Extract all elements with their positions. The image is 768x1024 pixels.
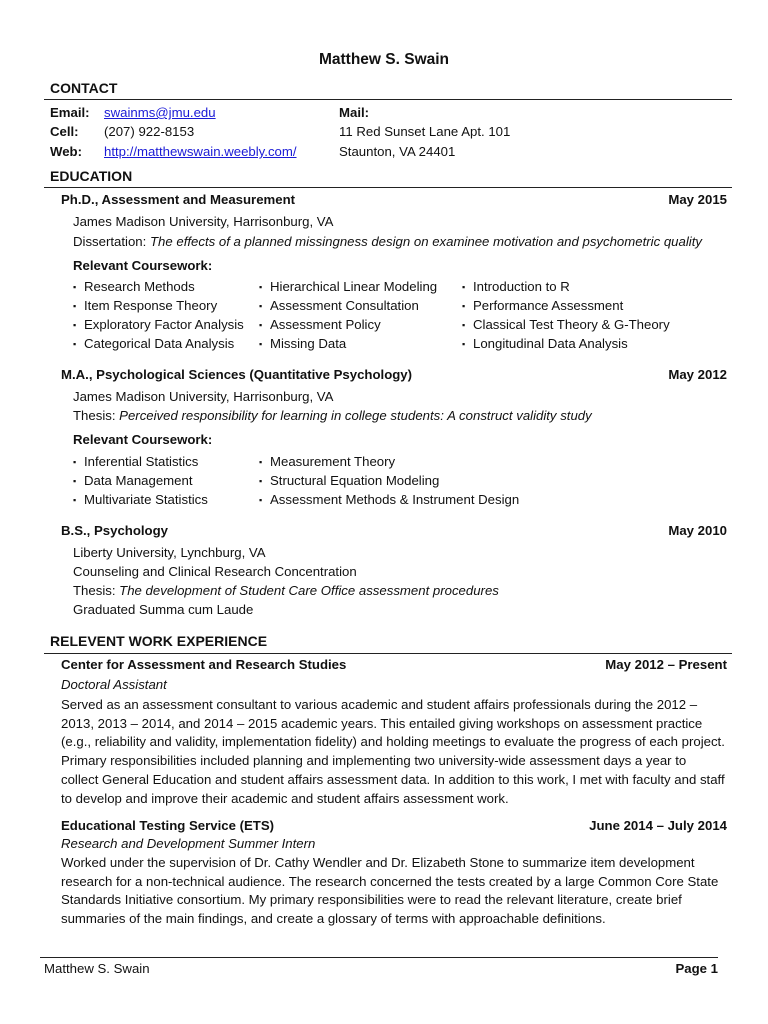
cell-label: Cell: <box>50 124 79 139</box>
phd-course-item: ▪ Item Response Theory <box>73 298 217 313</box>
contact-divider <box>44 99 732 100</box>
email-link[interactable]: swainms@jmu.edu <box>104 105 216 120</box>
bs-honor: Graduated Summa cum Laude <box>73 602 254 617</box>
cell-number: (207) 922-8153 <box>104 124 195 139</box>
ma-degree: M.A., Psychological Sciences (Quantitative Psychology) <box>61 367 413 382</box>
resume-name: Matthew S. Swain <box>318 51 450 68</box>
phd-coursework-label: Relevant Coursework: <box>73 258 213 273</box>
job1-org: Center for Assessment and Research Studies <box>61 657 347 672</box>
ma-thesis <box>73 408 592 423</box>
bs-thesis <box>73 583 499 598</box>
mail-label: Mail: <box>339 105 370 120</box>
phd-date: May 2015 <box>668 192 727 207</box>
thesis-title: Perceived responsibility for learning in college students: A construct validity study <box>119 408 592 423</box>
bs-concentration: Counseling and Clinical Research Concentration <box>73 564 357 579</box>
phd-course-item: ▪ Performance Assessment <box>462 298 623 313</box>
phd-course-item: ▪ Classical Test Theory & G-Theory <box>462 317 670 332</box>
bs-date: May 2010 <box>668 523 727 538</box>
dissertation-label: Dissertation: <box>73 234 150 249</box>
job1-date: May 2012 – Present <box>605 657 727 672</box>
contact-heading: CONTACT <box>50 80 118 96</box>
mail-address-line1: 11 Red Sunset Lane Apt. 101 <box>339 124 511 139</box>
job2-role: Research and Development Summer Intern <box>61 836 316 851</box>
phd-course-item: ▪ Research Methods <box>73 279 195 294</box>
ma-course-item: ▪ Measurement Theory <box>259 454 395 469</box>
footer-name: Matthew S. Swain <box>44 961 150 976</box>
email-label: Email: <box>50 105 90 120</box>
thesis-title: The development of Student Care Office assessment procedures <box>119 583 499 598</box>
bs-degree: B.S., Psychology <box>61 523 168 538</box>
job1-description: Served as an assessment consultant to various academic and student affairs professionals during the 2012 – 2013, 2013 – 2014, and 2014 – 2015 academic years. This entailed giving workshops on assessment practice (e.g., reliability and validity, implementation fidelity) and holding meetings to evaluate the progress of each project. Primary responsibilities included planning and implementing two university-wide assessment days a year to collect General Education and student affairs assessment data. In addition to this work, I met with faculty and staff to develop and improve their academic and student affairs assessment work. <box>61 697 725 806</box>
work-heading: RELEVENT WORK EXPERIENCE <box>50 633 268 649</box>
job1-role: Doctoral Assistant <box>61 677 167 692</box>
thesis-label: Thesis: <box>73 408 120 423</box>
dissertation-title: The effects of a planned missingness design on examinee motivation and psychometric quality <box>149 234 702 249</box>
thesis-label: Thesis: <box>73 583 120 598</box>
phd-course-item: ▪ Hierarchical Linear Modeling <box>259 279 437 294</box>
web-label: Web: <box>50 144 82 159</box>
education-divider <box>44 187 732 188</box>
ma-coursework-label: Relevant Coursework: <box>73 432 213 447</box>
phd-course-item: ▪ Categorical Data Analysis <box>73 336 234 351</box>
mail-address-line2: Staunton, VA 24401 <box>339 144 456 159</box>
phd-degree: Ph.D., Assessment and Measurement <box>61 192 296 207</box>
ma-course-item: ▪ Data Management <box>73 473 193 488</box>
phd-dissertation <box>73 234 702 249</box>
education-heading: EDUCATION <box>50 168 133 184</box>
bs-school: Liberty University, Lynchburg, VA <box>73 545 266 560</box>
phd-course-item: ▪ Longitudinal Data Analysis <box>462 336 628 351</box>
work-divider <box>44 653 732 654</box>
ma-course-item: ▪ Assessment Methods & Instrument Design <box>259 492 519 507</box>
page-number: Page 1 <box>675 961 718 976</box>
phd-course-item: ▪ Assessment Consultation <box>259 298 419 313</box>
phd-course-item: ▪ Missing Data <box>259 336 346 351</box>
job2-org: Educational Testing Service (ETS) <box>61 818 275 833</box>
job2-date: June 2014 – July 2014 <box>589 818 727 833</box>
phd-school: James Madison University, Harrisonburg, VA <box>73 214 334 229</box>
phd-course-item: ▪ Exploratory Factor Analysis <box>73 317 244 332</box>
ma-course-item: ▪ Multivariate Statistics <box>73 492 208 507</box>
phd-course-item: ▪ Introduction to R <box>462 279 570 294</box>
phd-course-item: ▪ Assessment Policy <box>259 317 381 332</box>
ma-course-item: ▪ Structural Equation Modeling <box>259 473 439 488</box>
website-link[interactable]: http://matthewswain.weebly.com/ <box>104 144 297 159</box>
ma-school: James Madison University, Harrisonburg, VA <box>73 389 334 404</box>
ma-course-item: ▪ Inferential Statistics <box>73 454 198 469</box>
ma-date: May 2012 <box>668 367 727 382</box>
job2-description: Worked under the supervision of Dr. Cathy Wendler and Dr. Elizabeth Stone to summarize item development research for a non-technical audience. The research concerned the tests created by a large Common Core State Standards Initiative consortium. My primary responsibilities were to read the relevant literature, create brief summaries of the main findings, and create a glossary of terms with approachable definitions. <box>61 855 719 927</box>
footer-divider <box>40 957 718 958</box>
